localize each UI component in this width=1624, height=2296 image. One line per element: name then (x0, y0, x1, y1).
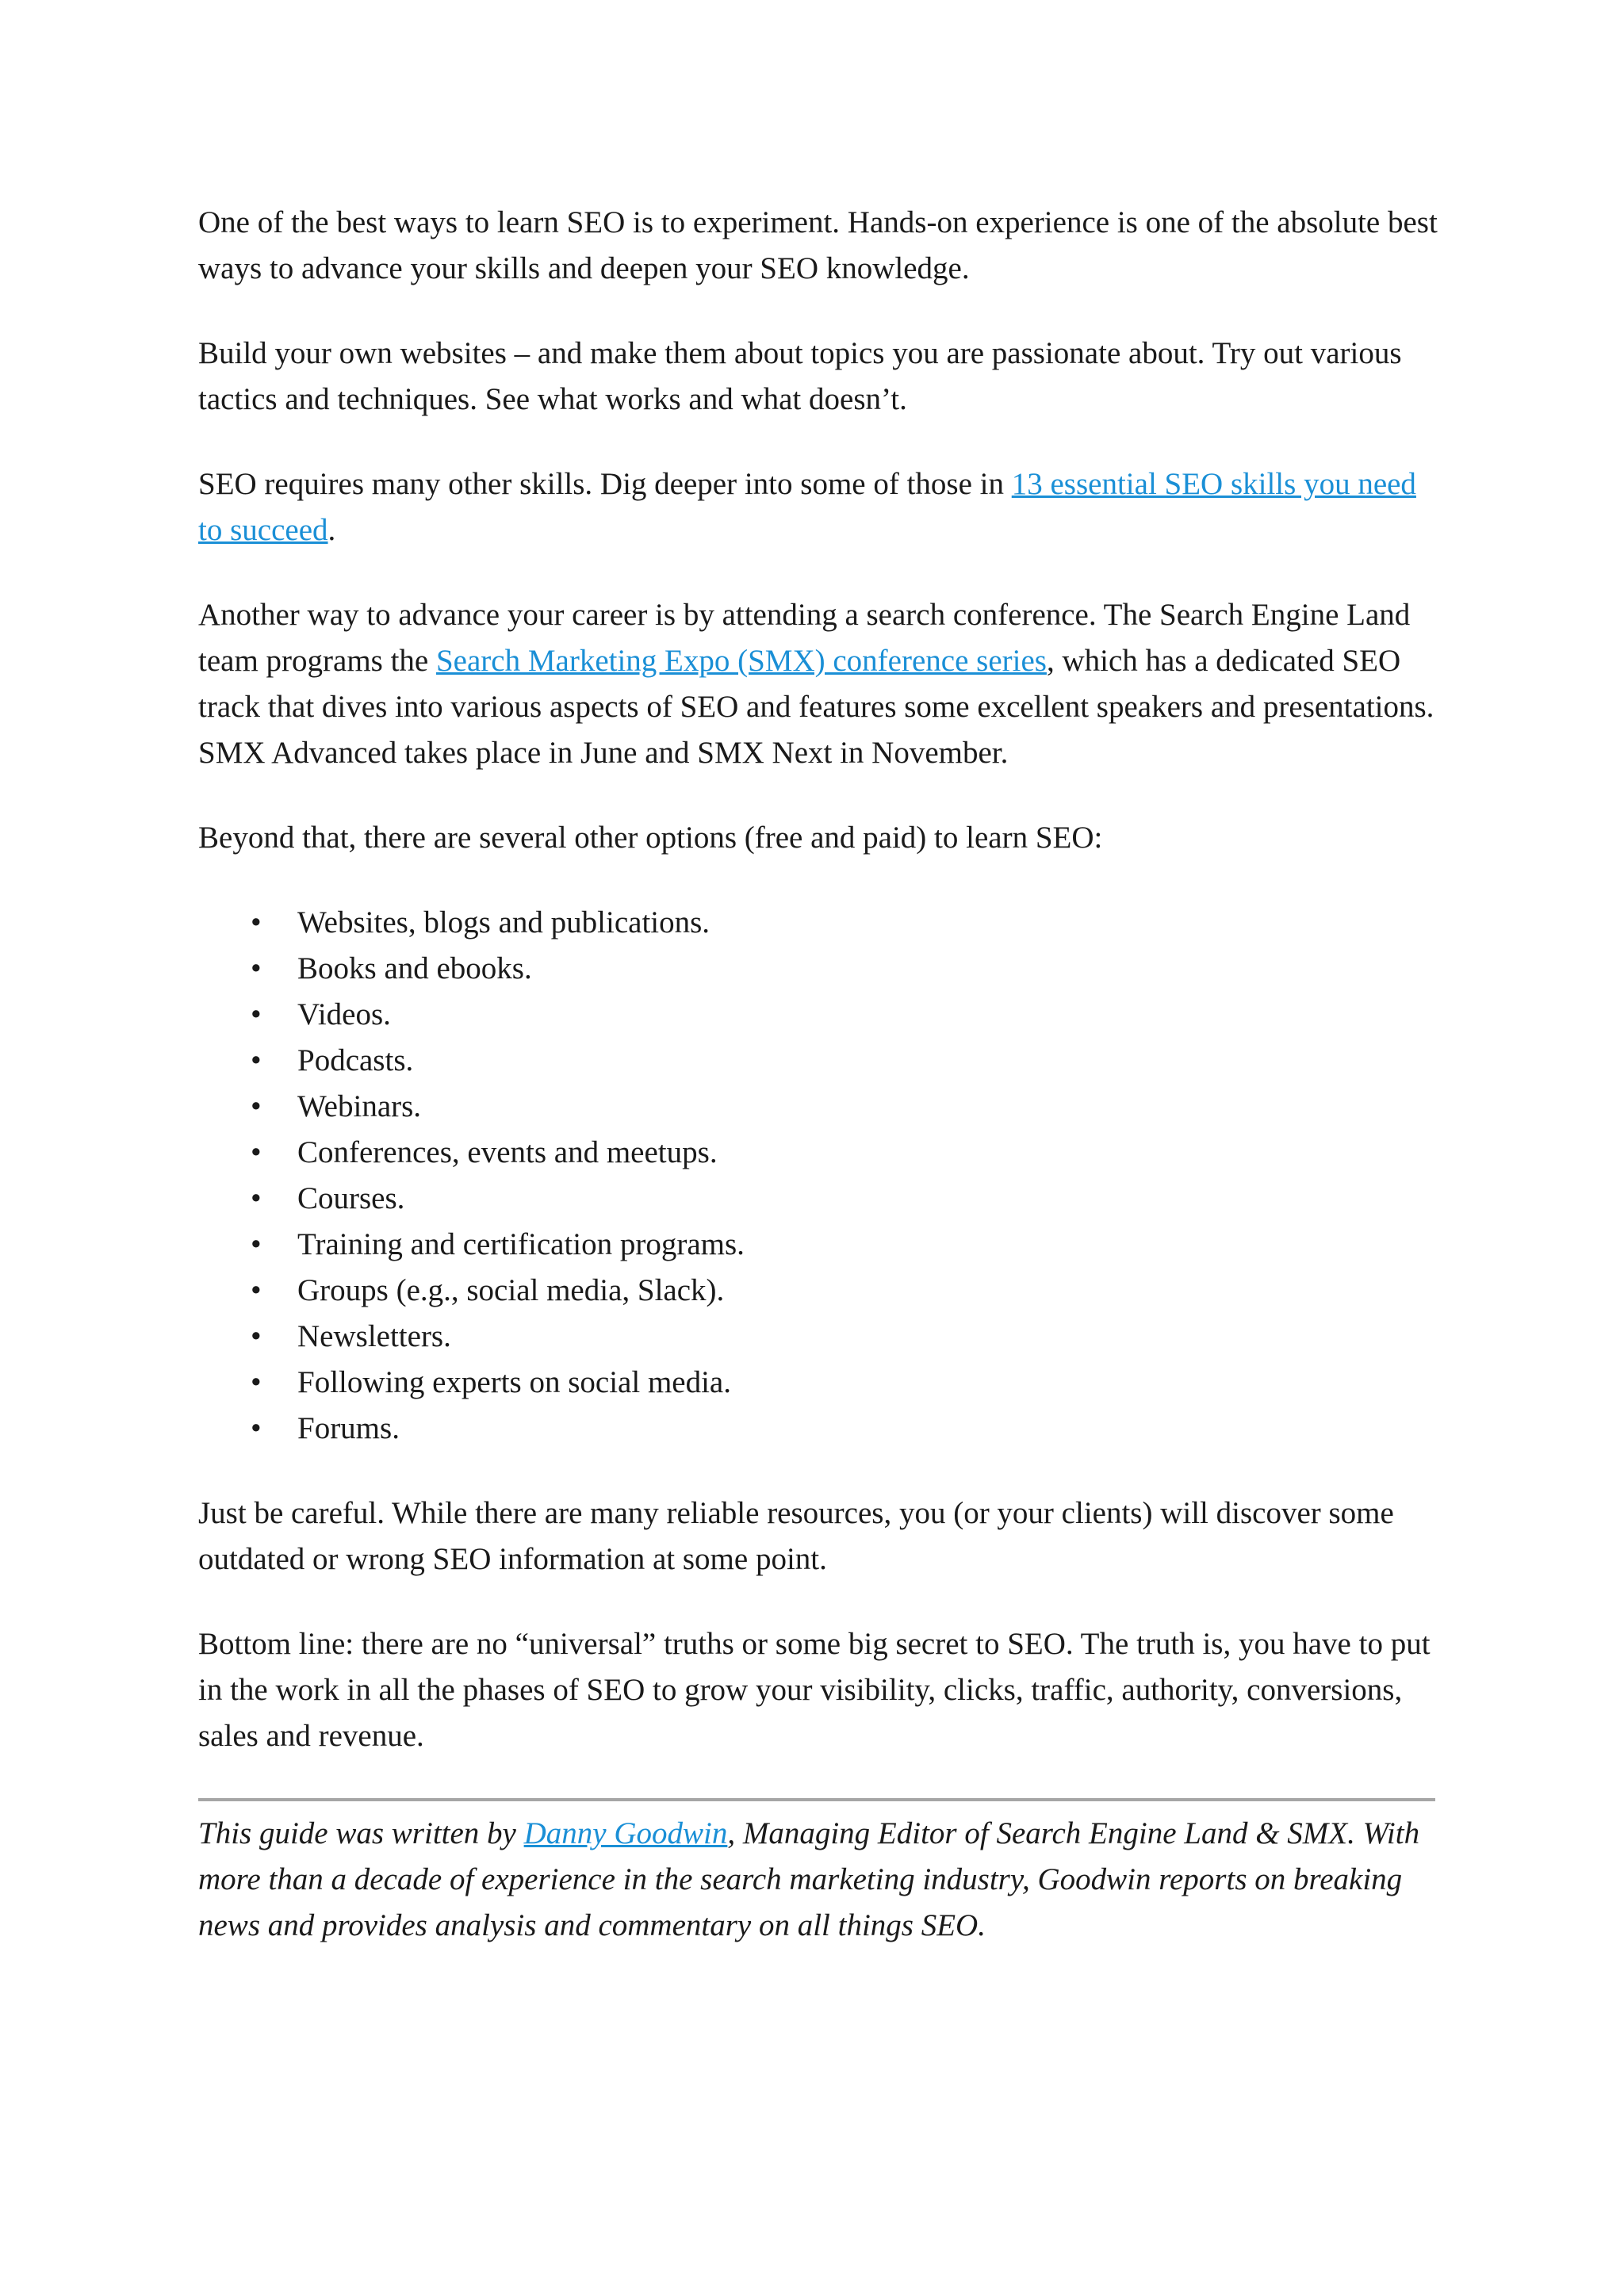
paragraph-conference-end: , which has a dedicated SEO track that dives into various aspects of SEO and features some excellent speakers and presentations. SMX Advanced takes place in June and SMX Next in November. (198, 644, 1434, 770)
bullet-icon: • (251, 905, 262, 939)
list-item (198, 900, 1443, 946)
paragraph-seo-skills-end: . (327, 513, 336, 547)
list-item-text: Books and ebooks. (297, 951, 532, 985)
bullet-icon: • (251, 1181, 262, 1215)
list-item (198, 1268, 1443, 1314)
list-item-text: Following experts on social media. (297, 1365, 731, 1399)
paragraph-bottom-line: Bottom line: there are no “universal” truths or some big secret to SEO. The truth is, you have to put in the work in all the phases of SEO to grow your visibility, clicks, traffic, authority, conversions, sales and revenue. (198, 1627, 1431, 1753)
list-item (198, 1222, 1443, 1268)
list-item (198, 1176, 1443, 1222)
bullet-icon: • (251, 1227, 262, 1261)
paragraph-be-careful: Just be careful. While there are many reliable resources, you (or your clients) will discover some outdated or wrong SEO information at some point. (198, 1496, 1394, 1576)
list-item (198, 946, 1443, 992)
list-item-text: Courses. (297, 1181, 405, 1215)
list-item-text: Podcasts. (297, 1043, 414, 1077)
paragraph-build-websites: Build your own websites – and make them about topics you are passionate about. Try out various tactics and techniques. See what works and what doesn’t. (198, 336, 1402, 416)
byline-bio: , Managing Editor of Search Engine Land & SMX. With more than a decade of experience in the search marketing industry, Goodwin reports on breaking news and provides analysis and commentary on all things SEO. (198, 1816, 1420, 1942)
list-item-text: Conferences, events and meetups. (297, 1135, 718, 1169)
list-item (198, 1360, 1443, 1406)
bullet-icon: • (251, 1135, 262, 1169)
byline-text: This guide was written by (198, 1816, 524, 1850)
bullet-icon: • (251, 1411, 262, 1445)
list-item (198, 1130, 1443, 1176)
bullet-icon: • (251, 1089, 262, 1123)
smx-conference-link[interactable]: Search Marketing Expo (SMX) conference series (435, 644, 1047, 678)
list-item (198, 1038, 1443, 1084)
bullet-icon: • (251, 1319, 262, 1353)
author-byline (198, 1811, 1443, 1949)
paragraph-options-intro: Beyond that, there are several other options (free and paid) to learn SEO: (198, 821, 1103, 855)
horizontal-divider (198, 1798, 1435, 1801)
list-item (198, 1314, 1443, 1360)
list-item-text: Forums. (297, 1411, 400, 1445)
paragraph-experiment: One of the best ways to learn SEO is to experiment. Hands-on experience is one of the absolute best ways to advance your skills and deepen your SEO knowledge. (198, 205, 1438, 285)
author-link[interactable]: Danny Goodwin (523, 1816, 728, 1850)
bullet-icon: • (251, 1273, 262, 1307)
resources-list (198, 900, 1443, 1452)
document-page (198, 200, 1443, 1949)
paragraph-conference-text: Another way to advance your career is by attending a search conference. The Search Engine Land team programs the (198, 598, 1411, 678)
list-item (198, 1084, 1443, 1130)
list-item (198, 992, 1443, 1038)
bullet-icon: • (251, 1043, 262, 1077)
list-item-text: Groups (e.g., social media, Slack). (297, 1273, 725, 1307)
seo-skills-link[interactable]: 13 essential SEO skills you need to succeed (198, 467, 1416, 547)
paragraph-seo-skills (198, 461, 1443, 553)
bullet-icon: • (251, 997, 262, 1031)
list-item-text: Videos. (297, 997, 391, 1031)
bullet-icon: • (251, 1365, 262, 1399)
list-item-text: Webinars. (297, 1089, 422, 1123)
bullet-icon: • (251, 951, 262, 985)
paragraph-conference (198, 592, 1443, 776)
paragraph-seo-skills-text: SEO requires many other skills. Dig deeper into some of those in (198, 467, 1012, 501)
list-item-text: Websites, blogs and publications. (297, 905, 710, 939)
list-item-text: Training and certification programs. (297, 1227, 745, 1261)
list-item-text: Newsletters. (297, 1319, 451, 1353)
list-item (198, 1406, 1443, 1452)
